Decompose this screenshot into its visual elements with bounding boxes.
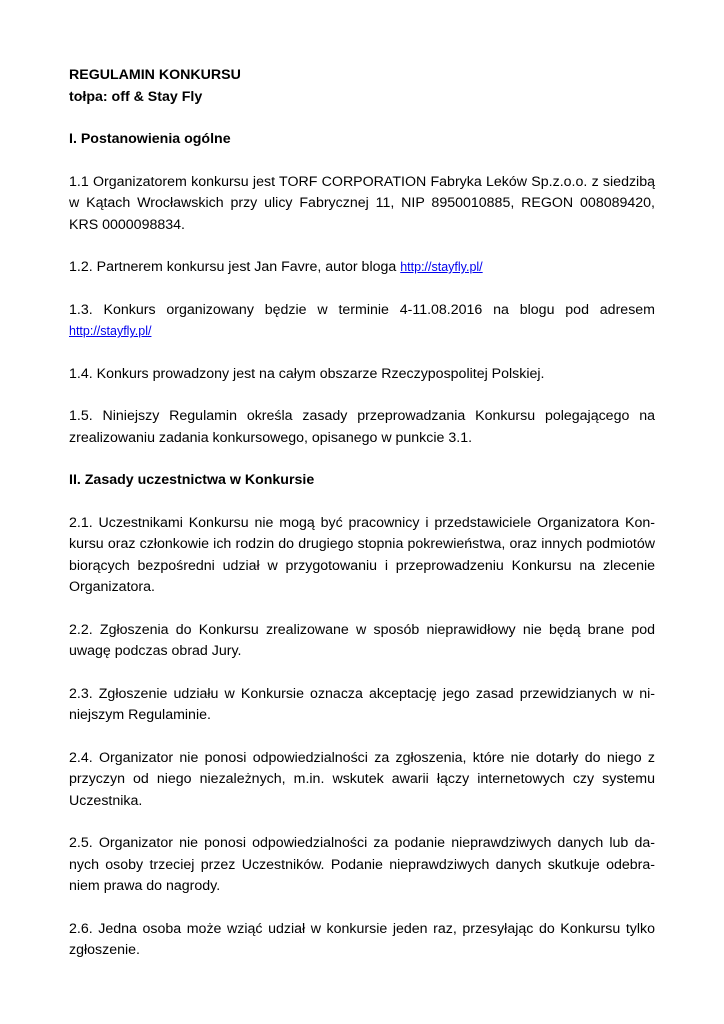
paragraph-text: 2.6. Jedna osoba może wziąć udział w konkursie jeden raz, przesyłając do Konkursu tylko zgłoszenie. — [69, 920, 655, 958]
title-block — [69, 65, 655, 108]
document-subtitle: tołpa: off & Stay Fly — [69, 88, 203, 105]
paragraph-2-3 — [69, 684, 655, 727]
paragraph-1-4 — [69, 364, 655, 386]
paragraph-2-2 — [69, 620, 655, 663]
paragraph-2-5 — [69, 833, 655, 898]
paragraph-1-3 — [69, 300, 655, 343]
paragraph-text: 1.2. Partnerem konkursu jest Jan Favre, autor bloga — [69, 259, 401, 275]
section-participation-rules — [69, 470, 655, 962]
paragraph-1-5 — [69, 406, 655, 449]
paragraph-text: 2.3. Zgłoszenie udziału w Konkursie oznacza akceptację jego zasad przewidzianych w niniejszym Regulaminie. — [69, 685, 655, 723]
paragraph-text: 2.5. Organizator nie ponosi odpowiedzialności za podanie nieprawdziwych danych lub danych osoby trzeciej przez Uczestników. Podanie nieprawdziwych danych skutkuje odebraniem prawa do nagrody. — [69, 835, 655, 894]
paragraph-text: 2.2. Zgłoszenia do Konkursu zrealizowane w sposób nieprawidłowy nie będą brane pod uwagę podczas obrad Jury. — [69, 621, 655, 659]
paragraph-2-4 — [69, 748, 655, 813]
blog-link[interactable]: http://stayfly.pl/ — [400, 260, 483, 274]
paragraph-text: 1.3. Konkurs organizowany będzie w terminie 4-11.08.2016 na blogu pod adresem — [69, 301, 655, 318]
paragraph-text: 1.4. Konkurs prowadzony jest na całym obszarze Rzeczypospolitej Polskiej. — [69, 365, 545, 382]
document-title: REGULAMIN KONKURSU — [69, 67, 241, 83]
paragraph-1-1 — [69, 172, 655, 237]
section-heading: I. Postanowienia ogólne — [69, 131, 231, 147]
section-heading: II. Zasady uczestnictwa w Konkursie — [69, 472, 315, 488]
paragraph-text: 1.1 Organizatorem konkursu jest TORF CORPORATION Fabryka Leków Sp.z.o.o. z siedzibą w Kątach Wrocławskich przy ulicy Fabrycznej 11, NIP 8950010885, REGON 008089420, KRS 0000098834. — [69, 173, 655, 233]
blog-address-link[interactable]: http://stayfly.pl/ — [69, 324, 152, 338]
paragraph-2-1 — [69, 513, 655, 599]
paragraph-text: 2.4. Organizator nie ponosi odpowiedzialności za zgłoszenia, które nie dotarły do niego z przyczyn od niego niezależnych, m.in. wskutek awarii łączy internetowych czy systemu Uczestnika. — [69, 749, 655, 809]
document-page — [69, 65, 655, 983]
section-general-provisions — [69, 129, 655, 449]
paragraph-text: 1.5. Niniejszy Regulamin określa zasady przeprowadzania Konkursu polegającego na zrealizowaniu zadania konkursowego, opisanego w punkcie 3.1. — [69, 408, 655, 446]
paragraph-1-2 — [69, 257, 655, 279]
paragraph-text: 2.1. Uczestnikami Konkursu nie mogą być pracownicy i przedstawiciele Organizatora Konkursu oraz członkowie ich rodzin do drugiego stopnia pokrewieństwa, oraz innych podmiotów biorących bezpośredni udział w przygotowaniu i przeprowadzeniu Konkursu na zlecenie Organizatora. — [69, 514, 655, 595]
paragraph-2-6 — [69, 919, 655, 962]
